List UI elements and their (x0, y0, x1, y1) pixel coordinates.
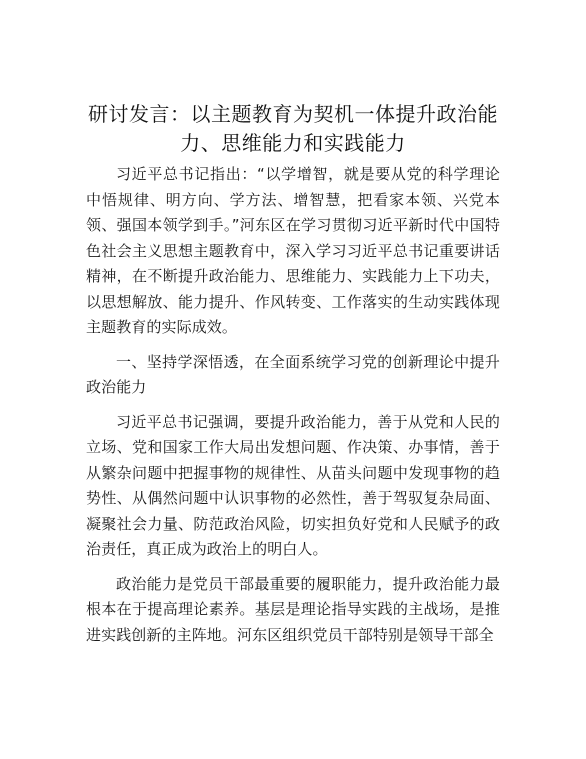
document-title: 研讨发言：以主题教育为契机一体提升政治能力、思维能力和实践能力 (88, 102, 498, 155)
paragraph-theory-literacy: 政治能力是党员干部最重要的履职能力，提升政治能力最根本在于提高理论素养。基层是理论指导实践的主战场，是推进实践创新的主阵地。河东区组织党员干部特别是领导干部全 (86, 574, 500, 644)
document-body (86, 162, 500, 657)
paragraph-intro: 习近平总书记指出：“以学增智，就是要从党的科学理论中悟规律、明方向、学方法、增智慧，把看家本领、兴党本领、强国本领学到手。”河东区在学习贯彻习近平新时代中国特色社会主义思想主题教育中，深入学习习近平总书记重要讲话精神，在不断提升政治能力、思维能力、实践能力上下功夫，以思想解放、能力提升、作风转变、工作落实的生动实践体现主题教育的实际成效。 (86, 165, 500, 336)
section-heading-1: 一、坚持学深悟透，在全面系统学习党的创新理论中提升政治能力 (86, 352, 500, 396)
paragraph-political-ability: 习近平总书记强调，要提升政治能力，善于从党和人民的立场、党和国家工作大局出发想问题、作决策、办事情，善于从繁杂问题中把握事物的规律性、从苗头问题中发现事物的趋势性、从偶然问题中认识事物的必然性，善于驾驭复杂局面、凝聚社会力量、防范政治风险，切实担负好党和人民赋予的政治责任，真正成为政治上的明白人。 (86, 412, 500, 558)
